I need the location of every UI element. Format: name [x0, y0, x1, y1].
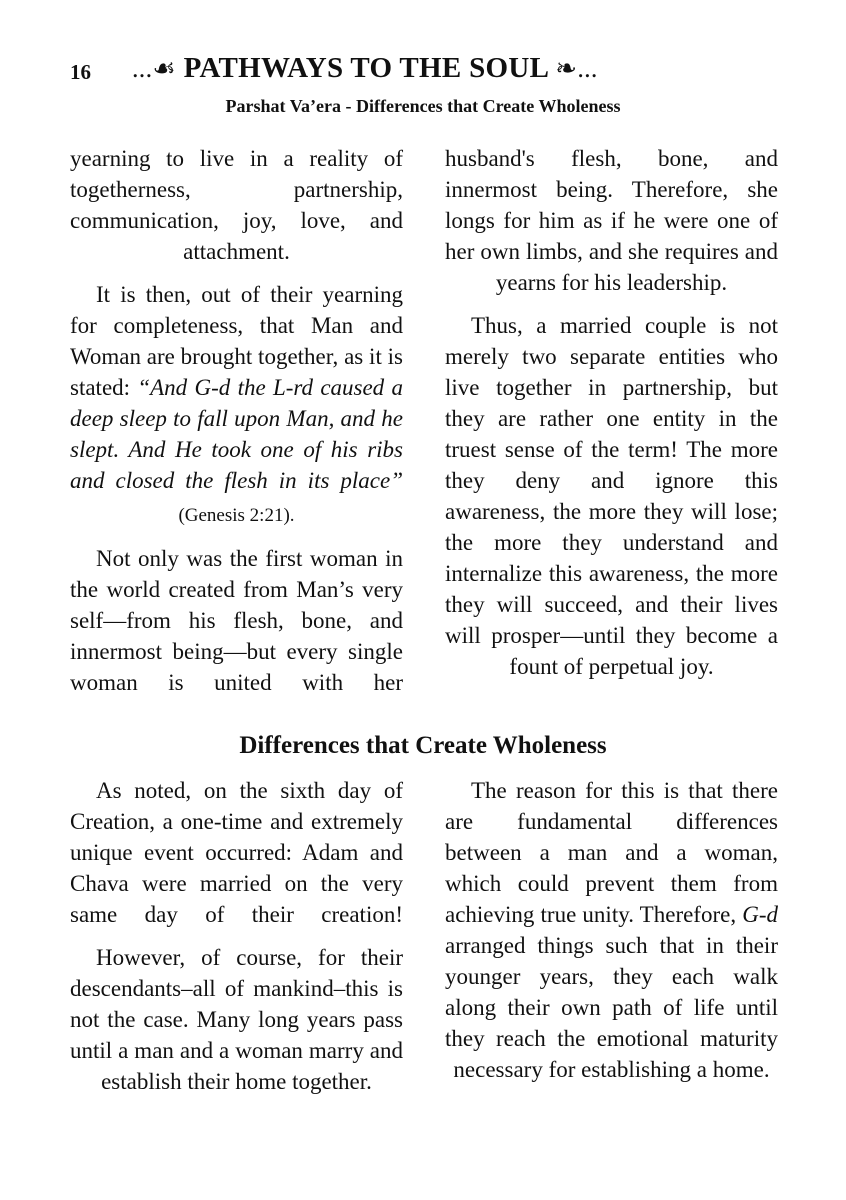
- paragraph-text: Thus, a married couple is not merely two separate entities who live together in partnership, but they are rather one entity in the truest sense of the term! The more they deny and ignore this awareness, the more they will lose; the more they understand and internalize this awareness, the more they will succeed, and their lives will prosper—until they become a fount of perpetual joy.: [445, 313, 778, 679]
- page-number: 16: [70, 60, 91, 84]
- paragraph-text: Not only was the first woman in the world created from Man’s very self—from his flesh, bone, and innermost being—but every single woman is united with her: [70, 546, 403, 695]
- book-title: PATHWAYS TO THE SOUL: [183, 52, 548, 84]
- paragraph: [70, 143, 403, 267]
- paragraph: [70, 543, 403, 698]
- italic-quote: “And G-d the L-rd caused a deep sleep to fall upon Man, and he slept. And He took one of his ribs and closed the flesh in its place”: [70, 375, 403, 493]
- paragraph-text: As noted, on the sixth day of Creation, a one-time and extremely unique event occurred: Adam and Chava were married on the very same day of their creation!: [70, 778, 403, 927]
- paragraph-text: It is then, out of their yearning for completeness, that Man and Woman are brought together, as it is stated:: [70, 282, 403, 400]
- column-bottom-right: [445, 775, 778, 1097]
- ornament-right-icon: ❧...: [555, 54, 598, 83]
- paragraph-text: husband's flesh, bone, and innermost being. Therefore, she longs for him as if he were one of her own limbs, and she requires and yearns for his leadership.: [445, 146, 778, 295]
- paragraph: [70, 942, 403, 1097]
- section-heading: Differences that Create Wholeness: [239, 732, 607, 759]
- paragraph-text: The reason for this is that there are fundamental differences between a man and a woman, which could prevent them from achieving true unity. Therefore,: [445, 778, 778, 927]
- paragraph-text: arranged things such that in their younger years, they each walk along their own path of life until they reach the emotional maturity necessary for establishing a home.: [445, 933, 778, 1082]
- italic-quote: G-d: [742, 902, 778, 927]
- running-header: [132, 52, 598, 85]
- column-top-right: [445, 143, 778, 694]
- paragraph: [445, 310, 778, 682]
- paragraph: [445, 775, 778, 1085]
- column-bottom-left: [70, 775, 403, 1109]
- chapter-subtitle: Parshat Va’era - Differences that Create Wholeness: [225, 96, 621, 116]
- paragraph: [70, 775, 403, 930]
- column-top-left: [70, 143, 403, 710]
- paragraph-text: However, of course, for their descendants–all of mankind–this is not the case. Many long years pass until a man and a woman marry and establish their home together.: [70, 945, 403, 1094]
- citation: (Genesis 2:21).: [178, 505, 295, 526]
- paragraph: [445, 143, 778, 298]
- ornament-left-icon: ...☙: [132, 54, 177, 83]
- paragraph-text: yearning to live in a reality of togetherness, partnership, communication, joy, love, and attachment.: [70, 146, 403, 264]
- paragraph: [70, 279, 403, 531]
